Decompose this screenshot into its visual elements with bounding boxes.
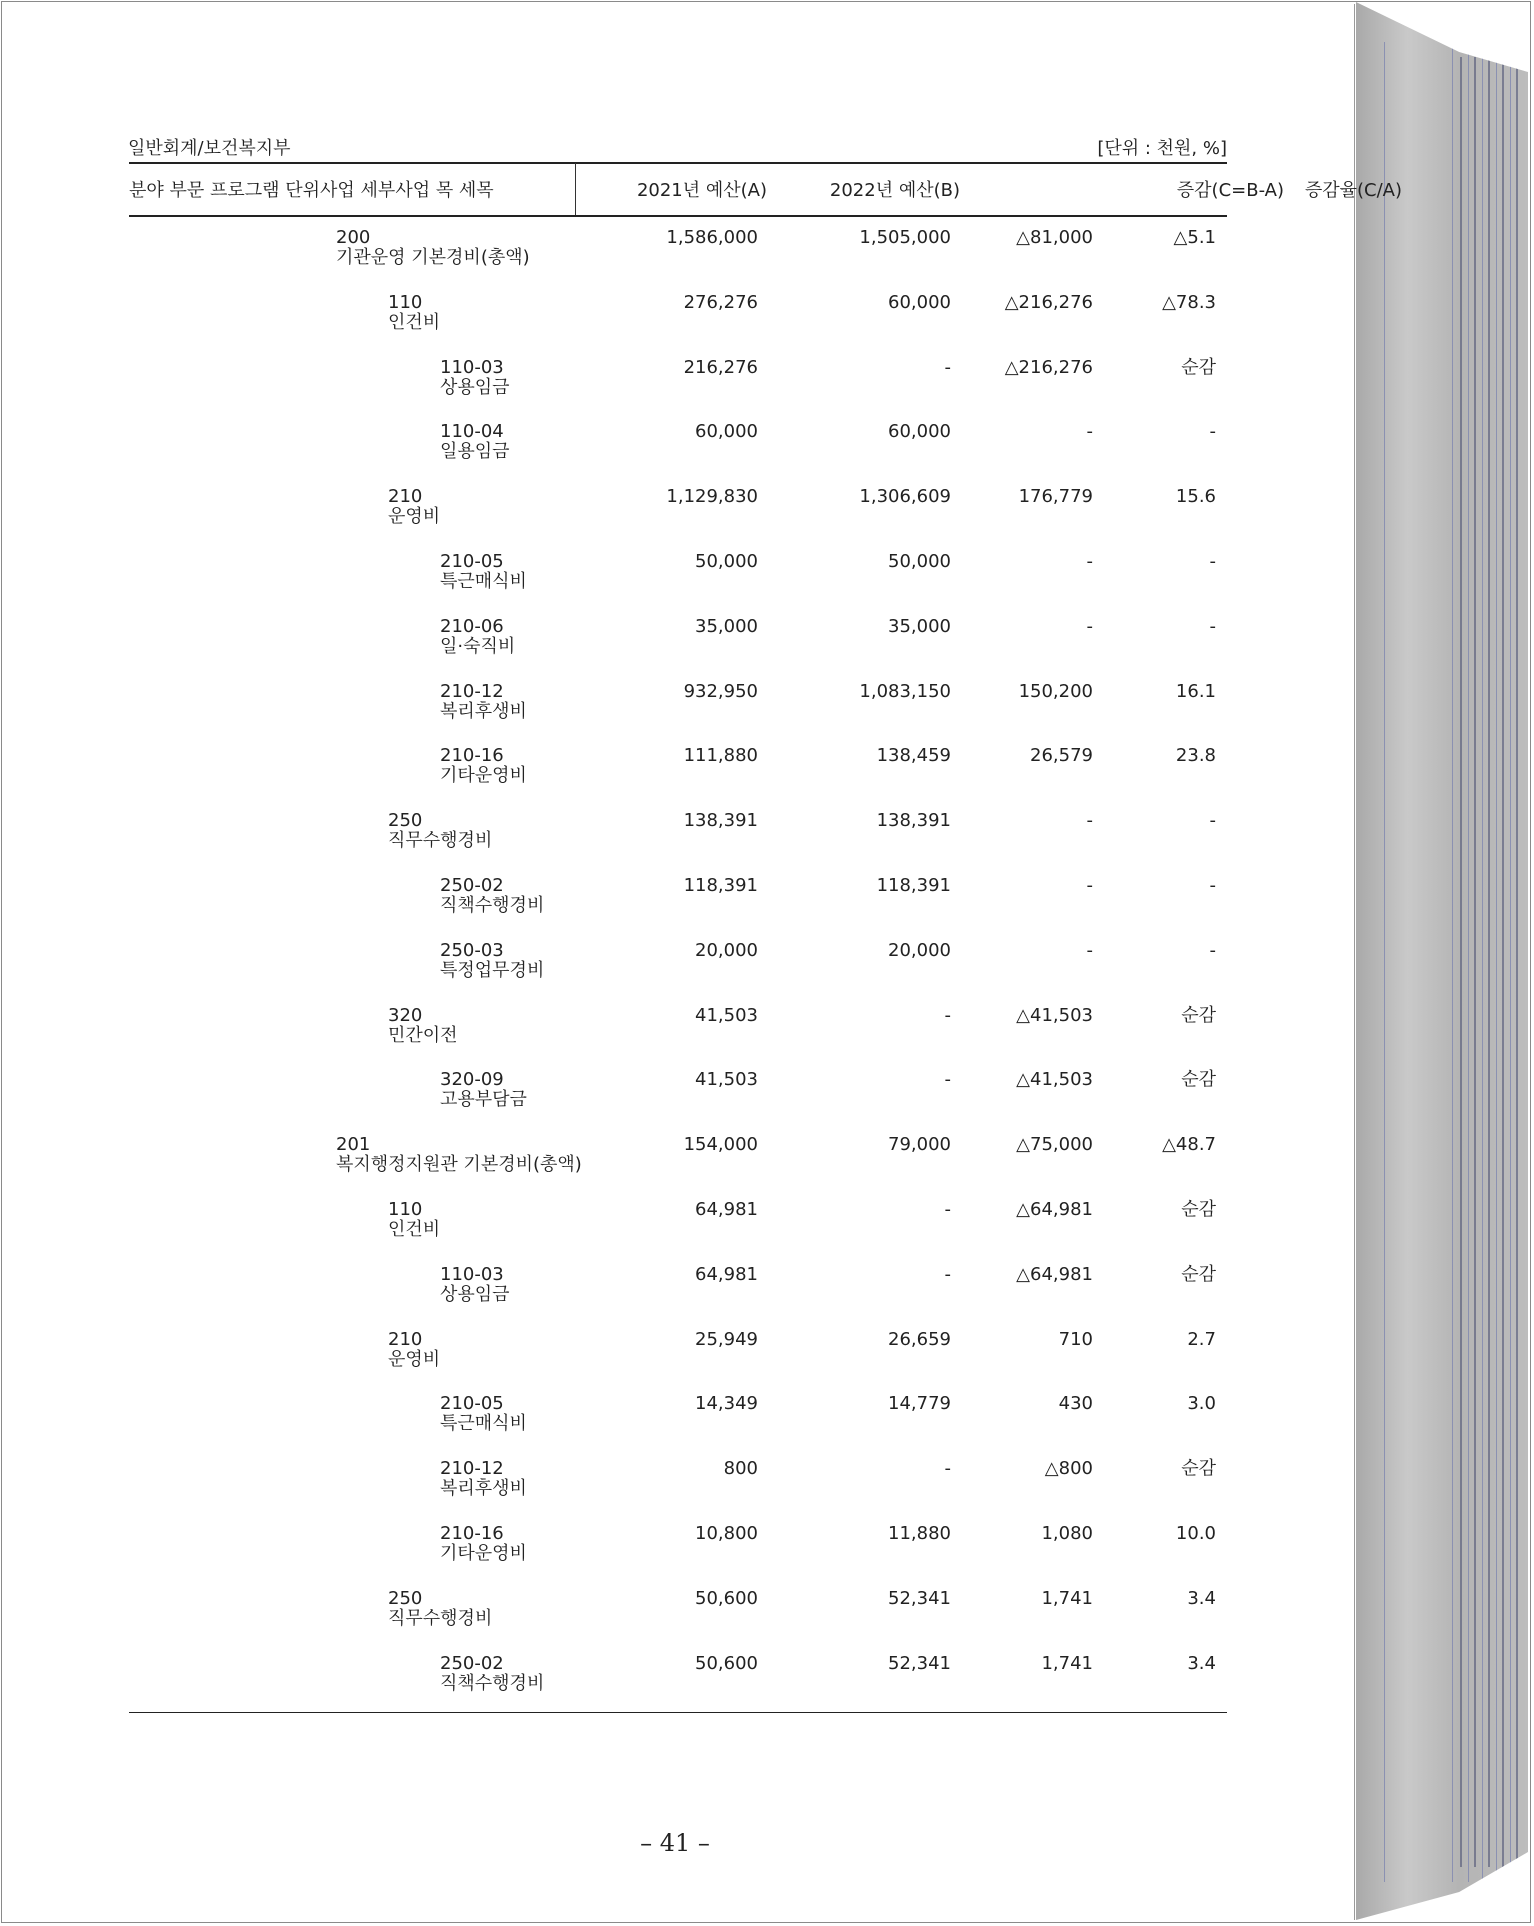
table-row bbox=[0, 682, 1350, 742]
table-top-rule bbox=[129, 162, 1227, 164]
item-code: 110-03 bbox=[440, 357, 504, 378]
diff-value: 1,080 bbox=[1041, 1523, 1093, 1544]
header-diff: 증감(C=B-A) bbox=[1176, 180, 1284, 201]
budget-2021-value: 41,503 bbox=[695, 1069, 758, 1090]
budget-2022-value: 60,000 bbox=[888, 292, 951, 313]
rate-value: 23.8 bbox=[1175, 745, 1216, 766]
table-row bbox=[0, 1459, 1350, 1519]
budget-2022-value: 60,000 bbox=[888, 421, 951, 442]
item-code: 110-03 bbox=[440, 1264, 504, 1285]
table-header-rule bbox=[129, 215, 1227, 217]
item-code: 210-05 bbox=[440, 551, 504, 572]
diff-value: 430 bbox=[1058, 1393, 1093, 1414]
budget-2022-value: 14,779 bbox=[888, 1393, 951, 1414]
book-page-edges bbox=[1356, 2, 1528, 1920]
budget-2022-value: - bbox=[944, 1005, 951, 1026]
rate-value: 3.0 bbox=[1187, 1393, 1216, 1414]
diff-value: - bbox=[1086, 875, 1093, 896]
budget-2021-value: 1,129,830 bbox=[666, 486, 758, 507]
budget-2022-value: - bbox=[944, 1199, 951, 1220]
rate-value: △48.7 bbox=[1162, 1134, 1216, 1155]
budget-2022-value: 52,341 bbox=[888, 1588, 951, 1609]
budget-2021-value: 1,586,000 bbox=[666, 227, 758, 248]
item-code: 210-05 bbox=[440, 1393, 504, 1414]
rate-value: 순감 bbox=[1181, 1458, 1216, 1479]
item-label: 인건비 bbox=[388, 1219, 441, 1240]
rate-value: - bbox=[1209, 810, 1216, 831]
budget-2022-value: 1,083,150 bbox=[859, 681, 951, 702]
rate-value: 10.0 bbox=[1175, 1523, 1216, 1544]
item-code: 200 bbox=[336, 227, 371, 248]
item-label: 기관운영 기본경비(총액) bbox=[336, 247, 530, 268]
header-budget-2022: 2022년 예산(B) bbox=[829, 180, 960, 201]
item-label: 일·숙직비 bbox=[440, 636, 516, 657]
rate-value: - bbox=[1209, 421, 1216, 442]
item-code: 210 bbox=[388, 486, 423, 507]
table-row bbox=[0, 1006, 1350, 1066]
item-code: 210-12 bbox=[440, 681, 504, 702]
diff-value: 1,741 bbox=[1041, 1653, 1093, 1674]
table-row bbox=[0, 1265, 1350, 1325]
item-label: 운영비 bbox=[388, 506, 441, 527]
budget-2021-value: 50,600 bbox=[695, 1588, 758, 1609]
item-label: 기타운영비 bbox=[440, 765, 527, 786]
rate-value: 순감 bbox=[1181, 1199, 1216, 1220]
table-bottom-rule bbox=[129, 1712, 1227, 1713]
header-rate: 증감율(C/A) bbox=[1304, 180, 1402, 201]
unit-label: [단위 : 천원, %] bbox=[1097, 138, 1227, 159]
item-label: 일용임금 bbox=[440, 441, 510, 462]
table-row bbox=[0, 552, 1350, 612]
diff-value: 176,779 bbox=[1018, 486, 1093, 507]
rate-value: 순감 bbox=[1181, 1069, 1216, 1090]
diff-value: - bbox=[1086, 616, 1093, 637]
rate-value: △78.3 bbox=[1162, 292, 1216, 313]
rate-value: 순감 bbox=[1181, 1264, 1216, 1285]
budget-2022-value: 138,391 bbox=[876, 810, 951, 831]
table-row bbox=[0, 1200, 1350, 1260]
budget-2021-value: 276,276 bbox=[683, 292, 758, 313]
page-number: – 41 – bbox=[640, 1829, 710, 1857]
diff-value: △64,981 bbox=[1016, 1199, 1093, 1220]
diff-value: △41,503 bbox=[1016, 1069, 1093, 1090]
budget-2021-value: 111,880 bbox=[683, 745, 758, 766]
budget-2021-value: 800 bbox=[723, 1458, 758, 1479]
item-code: 250-03 bbox=[440, 940, 504, 961]
table-row bbox=[0, 941, 1350, 1001]
budget-2021-value: 64,981 bbox=[695, 1199, 758, 1220]
table-row bbox=[0, 1394, 1350, 1454]
item-label: 민간이전 bbox=[388, 1025, 458, 1046]
budget-2022-value: 1,306,609 bbox=[859, 486, 951, 507]
item-code: 110 bbox=[388, 1199, 423, 1220]
budget-2021-value: 10,800 bbox=[695, 1523, 758, 1544]
budget-2021-value: 14,349 bbox=[695, 1393, 758, 1414]
budget-2021-value: 41,503 bbox=[695, 1005, 758, 1026]
budget-2022-value: 20,000 bbox=[888, 940, 951, 961]
diff-value: - bbox=[1086, 940, 1093, 961]
rate-value: 15.6 bbox=[1175, 486, 1216, 507]
budget-2022-value: - bbox=[944, 357, 951, 378]
rate-value: 3.4 bbox=[1187, 1588, 1216, 1609]
diff-value: 1,741 bbox=[1041, 1588, 1093, 1609]
header-classification: 분야 부문 프로그램 단위사업 세부사업 목 세목 bbox=[129, 180, 494, 201]
budget-2021-value: 154,000 bbox=[683, 1134, 758, 1155]
rate-value: - bbox=[1209, 940, 1216, 961]
rate-value: 2.7 bbox=[1187, 1329, 1216, 1350]
item-code: 201 bbox=[336, 1134, 371, 1155]
rate-value: 순감 bbox=[1181, 1005, 1216, 1026]
budget-2021-value: 50,600 bbox=[695, 1653, 758, 1674]
table-row bbox=[0, 422, 1350, 482]
budget-2022-value: 11,880 bbox=[888, 1523, 951, 1544]
item-code: 250-02 bbox=[440, 875, 504, 896]
item-label: 특근매식비 bbox=[440, 1413, 527, 1434]
item-code: 210 bbox=[388, 1329, 423, 1350]
diff-value: - bbox=[1086, 551, 1093, 572]
budget-2021-value: 118,391 bbox=[683, 875, 758, 896]
item-code: 320 bbox=[388, 1005, 423, 1026]
table-row bbox=[0, 228, 1350, 288]
budget-2021-value: 138,391 bbox=[683, 810, 758, 831]
diff-value: △64,981 bbox=[1016, 1264, 1093, 1285]
item-code: 320-09 bbox=[440, 1069, 504, 1090]
item-label: 특근매식비 bbox=[440, 571, 527, 592]
item-code: 210-06 bbox=[440, 616, 504, 637]
table-row bbox=[0, 876, 1350, 936]
diff-value: △81,000 bbox=[1016, 227, 1093, 248]
budget-2021-value: 932,950 bbox=[683, 681, 758, 702]
header-budget-2021: 2021년 예산(A) bbox=[636, 180, 767, 201]
budget-2022-value: 52,341 bbox=[888, 1653, 951, 1674]
rate-value: - bbox=[1209, 616, 1216, 637]
item-label: 기타운영비 bbox=[440, 1543, 527, 1564]
table-row bbox=[0, 1524, 1350, 1584]
item-code: 210-16 bbox=[440, 745, 504, 766]
budget-2022-value: 118,391 bbox=[876, 875, 951, 896]
item-label: 인건비 bbox=[388, 312, 441, 333]
rate-value: - bbox=[1209, 875, 1216, 896]
budget-2021-value: 25,949 bbox=[695, 1329, 758, 1350]
item-label: 직책수행경비 bbox=[440, 1673, 545, 1694]
rate-value: △5.1 bbox=[1173, 227, 1216, 248]
budget-2022-value: 50,000 bbox=[888, 551, 951, 572]
item-code: 210-12 bbox=[440, 1458, 504, 1479]
item-label: 직무수행경비 bbox=[388, 1608, 493, 1629]
budget-2022-value: - bbox=[944, 1069, 951, 1090]
table-row bbox=[0, 487, 1350, 547]
budget-2021-value: 20,000 bbox=[695, 940, 758, 961]
diff-value: - bbox=[1086, 421, 1093, 442]
item-code: 110 bbox=[388, 292, 423, 313]
table-row bbox=[0, 617, 1350, 677]
item-label: 직책수행경비 bbox=[440, 895, 545, 916]
item-label: 복지행정지원관 기본경비(총액) bbox=[336, 1154, 582, 1175]
budget-2022-value: - bbox=[944, 1458, 951, 1479]
rate-value: 3.4 bbox=[1187, 1653, 1216, 1674]
diff-value: 150,200 bbox=[1018, 681, 1093, 702]
table-row bbox=[0, 1654, 1350, 1714]
item-label: 운영비 bbox=[388, 1349, 441, 1370]
item-code: 250-02 bbox=[440, 1653, 504, 1674]
budget-2022-value: 79,000 bbox=[888, 1134, 951, 1155]
budget-2021-value: 64,981 bbox=[695, 1264, 758, 1285]
item-label: 복리후생비 bbox=[440, 1478, 527, 1499]
rate-value: 순감 bbox=[1181, 357, 1216, 378]
diff-value: △216,276 bbox=[1004, 292, 1093, 313]
item-code: 110-04 bbox=[440, 421, 504, 442]
column-separator bbox=[575, 163, 576, 216]
table-row bbox=[0, 1135, 1350, 1195]
item-label: 고용부담금 bbox=[440, 1089, 527, 1110]
item-label: 복리후생비 bbox=[440, 701, 527, 722]
item-label: 특정업무경비 bbox=[440, 960, 545, 981]
table-row bbox=[0, 811, 1350, 871]
diff-value: △216,276 bbox=[1004, 357, 1093, 378]
diff-value: △41,503 bbox=[1016, 1005, 1093, 1026]
diff-value: △75,000 bbox=[1016, 1134, 1093, 1155]
rate-value: - bbox=[1209, 551, 1216, 572]
diff-value: - bbox=[1086, 810, 1093, 831]
item-code: 250 bbox=[388, 810, 423, 831]
budget-2022-value: 1,505,000 bbox=[859, 227, 951, 248]
item-code: 250 bbox=[388, 1588, 423, 1609]
budget-2021-value: 35,000 bbox=[695, 616, 758, 637]
table-row bbox=[0, 293, 1350, 353]
diff-value: 710 bbox=[1058, 1329, 1093, 1350]
item-label: 상용임금 bbox=[440, 377, 510, 398]
budget-2022-value: 138,459 bbox=[876, 745, 951, 766]
item-code: 210-16 bbox=[440, 1523, 504, 1544]
budget-2022-value: - bbox=[944, 1264, 951, 1285]
table-row bbox=[0, 746, 1350, 806]
budget-2022-value: 26,659 bbox=[888, 1329, 951, 1350]
document-header-left: 일반회계/보건복지부 bbox=[128, 138, 291, 159]
table-row bbox=[0, 1070, 1350, 1130]
budget-2021-value: 50,000 bbox=[695, 551, 758, 572]
table-row bbox=[0, 1589, 1350, 1649]
table-row bbox=[0, 358, 1350, 418]
item-label: 직무수행경비 bbox=[388, 830, 493, 851]
budget-2021-value: 60,000 bbox=[695, 421, 758, 442]
diff-value: △800 bbox=[1044, 1458, 1093, 1479]
budget-2021-value: 216,276 bbox=[683, 357, 758, 378]
table-row bbox=[0, 1330, 1350, 1390]
item-label: 상용임금 bbox=[440, 1284, 510, 1305]
diff-value: 26,579 bbox=[1030, 745, 1093, 766]
budget-2022-value: 35,000 bbox=[888, 616, 951, 637]
rate-value: 16.1 bbox=[1175, 681, 1216, 702]
